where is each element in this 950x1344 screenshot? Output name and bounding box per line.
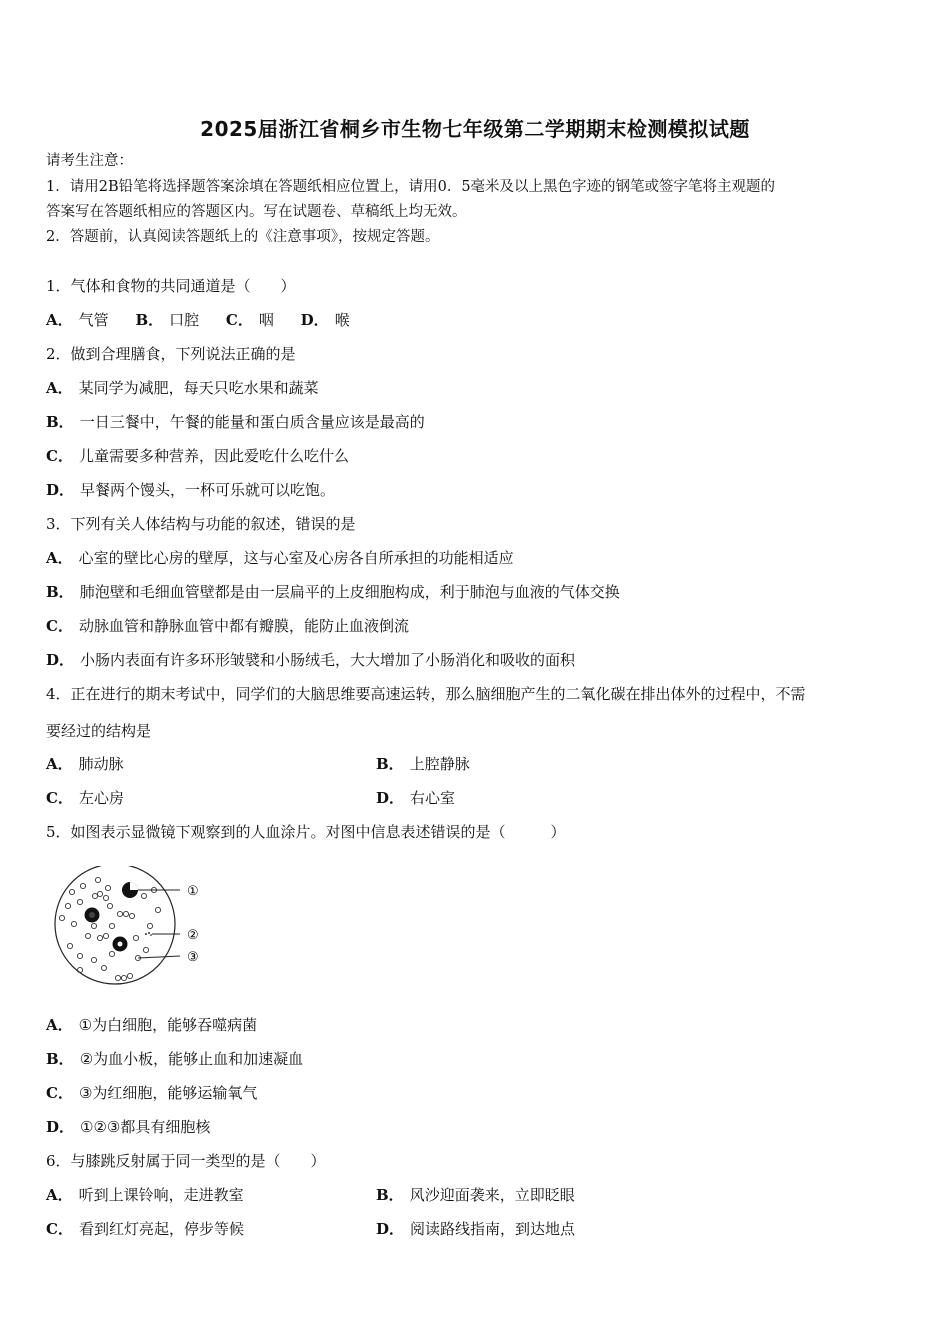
question-6-option-d[interactable]: D． 阅读路线指南，到达地点	[376, 1220, 576, 1238]
notice-item-2: 2．答题前，认真阅读答题纸上的《注意事项》，按规定答题。	[46, 229, 440, 245]
figure-label-3: ③	[187, 950, 199, 965]
question-6-option-a[interactable]: A． 听到上课铃响，走进教室	[46, 1186, 244, 1204]
blood-smear-figure	[50, 866, 210, 991]
question-3-stem: 3．下列有关人体结构与功能的叙述，错误的是	[46, 515, 356, 533]
question-2-stem: 2．做到合理膳食，下列说法正确的是	[46, 345, 296, 363]
question-4-stem-line-2: 要经过的结构是	[46, 722, 152, 740]
question-2-option-a[interactable]: A． 某同学为减肥，每天只吃水果和蔬菜	[46, 379, 319, 397]
question-2-option-c[interactable]: C． 儿童需要多种营养，因此爱吃什么吃什么	[46, 447, 349, 465]
page-title: 2025届浙江省桐乡市生物七年级第二学期期末检测模拟试题	[200, 117, 750, 141]
question-3-option-d[interactable]: D． 小肠内表面有许多环形皱襞和小肠绒毛，大大增加了小肠消化和吸收的面积	[46, 651, 576, 669]
question-4-option-c[interactable]: C． 左心房	[46, 789, 124, 807]
microscope-field	[55, 866, 175, 984]
red-blood-cells	[59, 877, 160, 980]
option-d[interactable]: D． 喉	[300, 311, 350, 329]
question-5-stem: 5．如图表示显微镜下观察到的人血涂片。对图中信息表述错误的是（ ）	[46, 823, 566, 841]
question-3-option-a[interactable]: A． 心室的壁比心房的壁厚，这与心室及心房各自所承担的功能相适应	[46, 549, 514, 567]
question-3-option-b[interactable]: B． 肺泡壁和毛细血管壁都是由一层扁平的上皮细胞构成，利于肺泡与血液的气体交换	[46, 583, 620, 601]
notice-item-1-line-2: 答案写在答题纸相应的答题区内。写在试题卷、草稿纸上均无效。	[46, 204, 467, 220]
platelets	[145, 932, 152, 936]
question-5-option-a[interactable]: A． ①为白细胞，能够吞噬病菌	[46, 1016, 258, 1034]
figure-label-1: ①	[187, 884, 199, 899]
question-4-option-a[interactable]: A． 肺动脉	[46, 755, 124, 773]
question-5-option-d[interactable]: D． ①②③都具有细胞核	[46, 1118, 211, 1136]
question-4-option-b[interactable]: B． 上腔静脉	[376, 755, 470, 773]
option-b[interactable]: B． 口腔	[135, 311, 200, 329]
question-4-stem-line-1: 4．正在进行的期末考试中，同学们的大脑思维要高速运转，那么脑细胞产生的二氧化碳在排出体外的过程中，不需	[46, 685, 806, 703]
question-2-option-d[interactable]: D． 早餐两个馒头，一杯可乐就可以吃饱。	[46, 481, 336, 499]
notice-item-1-line-1: 1．请用2B铅笔将选择题答案涂填在答题纸相应位置上，请用0．5毫米及以上黑色字迹的钢笔或签字笔将主观题的	[46, 179, 776, 195]
option-c[interactable]: C． 咽	[225, 311, 274, 329]
question-5-option-b[interactable]: B． ②为血小板，能够止血和加速凝血	[46, 1050, 304, 1068]
question-1-stem: 1．气体和食物的共同通道是（ ）	[46, 277, 296, 295]
option-a[interactable]: A． 气管	[46, 311, 109, 329]
question-5-option-c[interactable]: C． ③为红细胞，能够运输氧气	[46, 1084, 258, 1102]
question-2-option-b[interactable]: B． 一日三餐中，午餐的能量和蛋白质含量应该是最高的	[46, 413, 425, 431]
question-6-option-c[interactable]: C． 看到红灯亮起，停步等候	[46, 1220, 244, 1238]
question-6-option-b[interactable]: B． 风沙迎面袭来，立即眨眼	[376, 1186, 575, 1204]
notice-heading: 请考生注意：	[46, 153, 133, 169]
question-6-stem: 6．与膝跳反射属于同一类型的是（ ）	[46, 1152, 326, 1170]
question-1-options	[46, 310, 372, 330]
figure-label-2: ②	[187, 928, 199, 943]
question-3-option-c[interactable]: C． 动脉血管和静脉血管中都有瓣膜，能防止血液倒流	[46, 617, 409, 635]
question-4-option-d[interactable]: D． 右心室	[376, 789, 456, 807]
